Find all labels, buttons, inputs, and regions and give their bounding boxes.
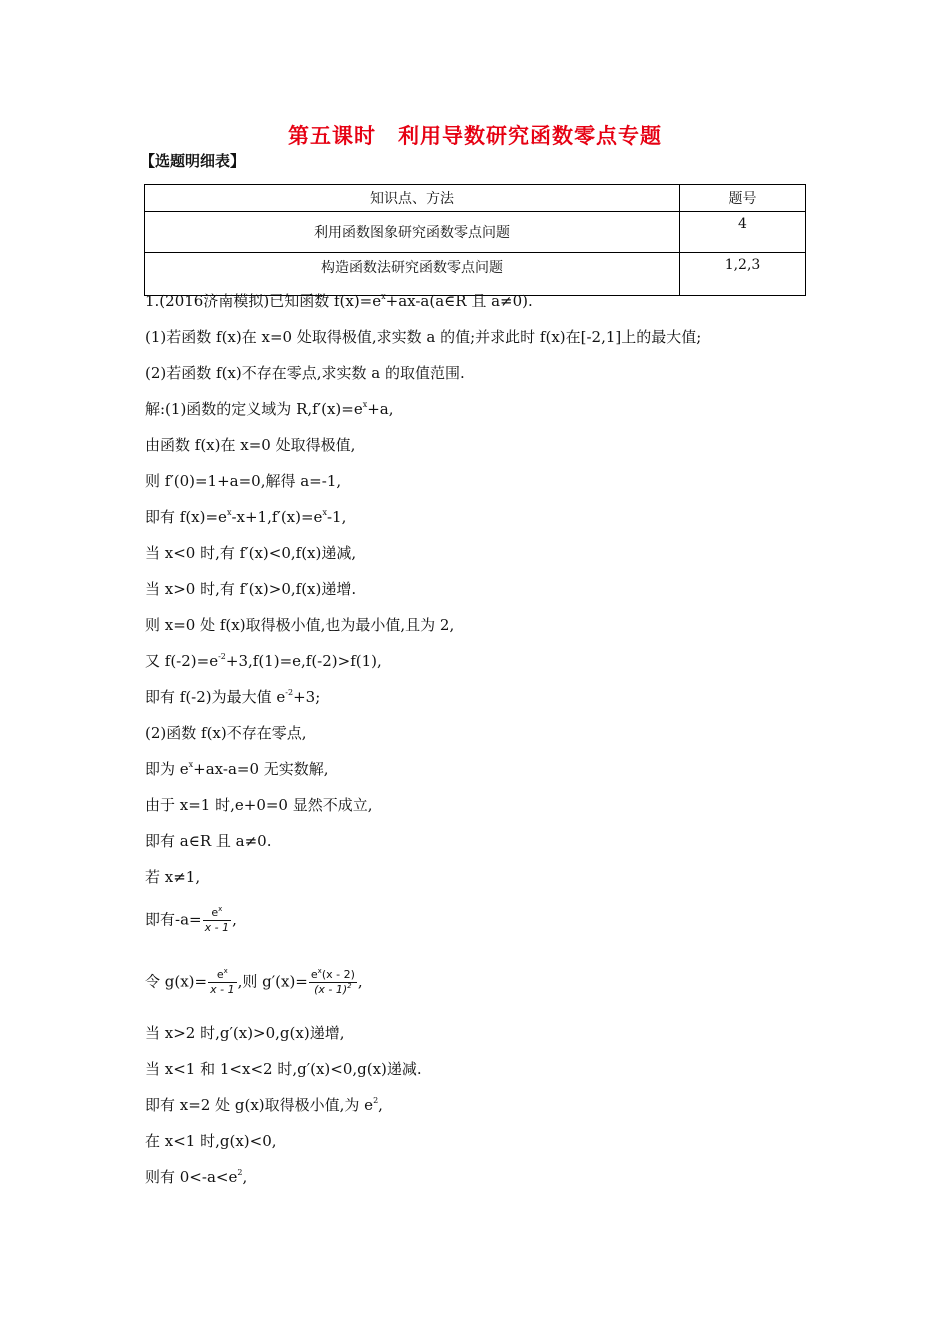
table-header-cell: 知识点、方法	[145, 185, 680, 212]
solution-line: 若 x≠1,	[145, 868, 201, 886]
solution-line: 即有 f(-2)为最大值 $e^{-2}+3$;	[145, 688, 321, 706]
table-row	[145, 253, 806, 296]
problem-statement: 1.(2016济南模拟)已知函数 $f(x)=e^x+ax-a(a\in R$ 且 a≠0).	[145, 292, 533, 310]
solution-line: 当 x<0 时,有 f′(x)<0,f(x)递减,	[145, 544, 357, 562]
solution-line: 则 f′(0)=1+a=0,解得 a=-1,	[145, 472, 342, 490]
table-cell: 1,2,3	[680, 253, 806, 296]
page-title	[0, 120, 950, 150]
fraction: $\frac{e^x(x - 2)}{(x - 1)^2}$	[310, 967, 355, 996]
solution-line: 当 x<1 和 1<x<2 时,g′(x)<0,g(x)递减.	[145, 1060, 422, 1078]
solution-line: 即有-a= $\frac{e^x}{x - 1}$ ,	[145, 905, 237, 934]
section-heading: 【选题明细表】	[140, 152, 246, 170]
solution-line: 令 g(x)= $\frac{e^x}{x - 1}$ ,则 g′(x)= $\frac{e^x(x - 2)}{(x - 1)^2}$ ,	[145, 967, 363, 996]
fraction: $\frac{e^x}{x - 1}$	[210, 967, 235, 996]
title-topic: 利用导数研究函数零点专题	[398, 124, 662, 148]
topic-table	[144, 184, 806, 296]
title-lesson: 第五课时	[288, 124, 376, 148]
solution-line: 即有 a∈R 且 a≠0.	[145, 832, 272, 850]
table-row	[145, 212, 806, 253]
table-cell: 利用函数图象研究函数零点问题	[145, 212, 680, 253]
problem-part-2: (2)若函数 f(x)不存在零点,求实数 a 的取值范围.	[145, 364, 465, 382]
solution-line: 即有 $f(x)=e^x-x+1,f'(x)=e^x-1$,	[145, 508, 347, 526]
solution-line: 当 x>0 时,有 f′(x)>0,f(x)递增.	[145, 580, 357, 598]
table-cell: 构造函数法研究函数零点问题	[145, 253, 680, 296]
solution-line: 在 x<1 时,g(x)<0,	[145, 1132, 277, 1150]
solution-line: (2)函数 f(x)不存在零点,	[145, 724, 307, 742]
solution-line: 解:(1)函数的定义域为 $R,f'(x)=e^x+a$,	[145, 400, 394, 418]
table-header-cell: 题号	[680, 185, 806, 212]
table-header-row	[145, 185, 806, 212]
solution-line: 即为 $e^x+ax-a=0$ 无实数解,	[145, 760, 329, 778]
problem-part-1: (1)若函数 f(x)在 x=0 处取得极值,求实数 a 的值;并求此时 f(x)在[-2,1]上的最大值;	[145, 328, 702, 346]
solution-line: 则 x=0 处 f(x)取得极小值,也为最小值,且为 2,	[145, 616, 455, 634]
solution-line: 由于 x=1 时,e+0=0 显然不成立,	[145, 796, 373, 814]
table-cell: 4	[680, 212, 806, 253]
solution-line: 由函数 f(x)在 x=0 处取得极值,	[145, 436, 356, 454]
solution-line: 则有 $0<-a<e^2$,	[145, 1168, 248, 1186]
solution-line: 当 x>2 时,g′(x)>0,g(x)递增,	[145, 1024, 345, 1042]
solution-line: 即有 x=2 处 g(x)取得极小值,为 $e^2$,	[145, 1096, 383, 1114]
solution-line: 又 $f(-2)=e^{-2}+3,f(1)=e,f(-2)>f(1)$,	[145, 652, 382, 670]
fraction: $\frac{e^x}{x - 1}$	[204, 905, 230, 934]
